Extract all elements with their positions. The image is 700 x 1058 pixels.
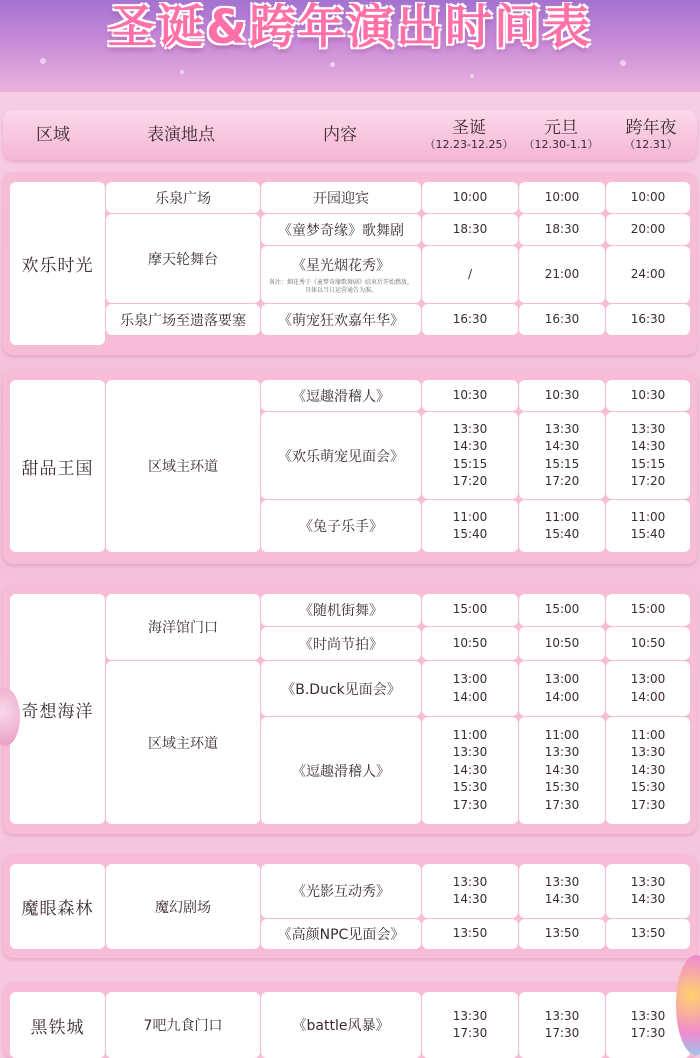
header-location	[103, 110, 259, 160]
time-value: 13:30	[452, 874, 488, 889]
time-christmas	[422, 717, 518, 824]
time-value: 11:00	[630, 509, 666, 524]
time-christmas	[422, 412, 518, 499]
time-value: 15:30	[630, 780, 666, 795]
time-value: 17:20	[630, 474, 666, 488]
time-christmas: 10:00	[422, 182, 518, 213]
time-value: 14:30	[630, 762, 666, 777]
zone-name: 魔眼森林	[10, 864, 105, 949]
sparkle-icon	[620, 60, 626, 66]
show-name: 《光影互动秀》	[261, 864, 421, 918]
time-value: 17:20	[452, 474, 488, 488]
time-value: 14:00	[544, 689, 580, 704]
sparkle-icon	[330, 62, 335, 67]
time-newyear: 15:00	[519, 594, 605, 626]
time-value: 17:30	[630, 797, 666, 812]
time-value: 15:30	[544, 780, 580, 795]
time-newyear: 13:50	[519, 919, 605, 949]
sparkle-icon	[180, 70, 184, 74]
time-christmas: 13:50	[422, 919, 518, 949]
time-christmas	[422, 500, 518, 552]
time-value: 17:30	[544, 1026, 580, 1040]
time-christmas: 18:30	[422, 214, 518, 245]
time-value: 15:15	[544, 456, 580, 471]
zone-name: 黑铁城	[10, 992, 105, 1058]
time-value: 14:30	[544, 439, 580, 453]
time-newyear	[519, 412, 605, 499]
time-value: 17:30	[630, 1026, 666, 1040]
time-newyear	[519, 717, 605, 824]
time-value: 14:30	[544, 762, 580, 777]
time-value: 13:30	[544, 1008, 580, 1023]
time-newyear: 16:30	[519, 304, 605, 335]
show-cell-fireworks	[261, 246, 421, 303]
time-newyear: 21:00	[519, 246, 605, 303]
time-value: 17:30	[452, 797, 488, 812]
location-name: 区域主环道	[106, 661, 260, 824]
show-name: 《逗趣滑稽人》	[261, 717, 421, 824]
header-nye-label: 跨年夜	[625, 118, 677, 138]
zone-name: 甜品王国	[10, 380, 105, 552]
header-newyear	[517, 110, 605, 160]
time-value: 13:00	[544, 672, 580, 686]
time-nye: 10:50	[606, 627, 690, 660]
time-value: 14:30	[452, 762, 488, 777]
time-newyear	[519, 992, 605, 1058]
header-newyear-label: 元旦	[544, 118, 578, 138]
time-christmas: 15:00	[422, 594, 518, 626]
header-christmas-dates: （12.23-12.25）	[424, 138, 514, 151]
time-value: 13:30	[630, 1008, 666, 1023]
time-christmas: 16:30	[422, 304, 518, 335]
time-christmas: 10:30	[422, 380, 518, 411]
time-newyear	[519, 500, 605, 552]
time-value: 14:30	[452, 439, 488, 453]
sparkle-icon	[470, 74, 474, 78]
time-newyear	[519, 661, 605, 716]
header-content	[259, 110, 421, 160]
header-newyear-dates: （12.30-1.1）	[523, 138, 599, 151]
show-name: 《B.Duck见面会》	[261, 661, 421, 716]
zone-section-moyan	[3, 854, 697, 958]
time-nye: 15:00	[606, 594, 690, 626]
title-banner	[0, 0, 700, 92]
time-value: 17:30	[544, 797, 580, 812]
time-nye	[606, 500, 690, 552]
time-value: 15:40	[544, 527, 580, 541]
show-name: 《欢乐萌宠见面会》	[261, 412, 421, 499]
time-newyear: 10:50	[519, 627, 605, 660]
time-newyear: 10:30	[519, 380, 605, 411]
location-name: 魔幻剧场	[106, 864, 260, 949]
location-name: 乐泉广场至遗落要塞	[106, 304, 260, 335]
zone-section-tianpin	[3, 370, 697, 564]
time-nye: 16:30	[606, 304, 690, 335]
time-value: 15:30	[452, 780, 488, 795]
time-newyear: 18:30	[519, 214, 605, 245]
time-nye: 24:00	[606, 246, 690, 303]
time-nye: 20:00	[606, 214, 690, 245]
time-newyear: 10:00	[519, 182, 605, 213]
time-nye	[606, 661, 690, 716]
page-title: 圣诞&跨年演出时间表	[108, 2, 592, 54]
location-name: 乐泉广场	[106, 182, 260, 213]
show-name: 《高颜NPC见面会》	[261, 919, 421, 949]
header-christmas-label: 圣诞	[452, 118, 486, 138]
time-value: 17:20	[544, 474, 580, 488]
time-value: 13:30	[452, 421, 488, 436]
time-value: 13:30	[452, 745, 488, 760]
time-nye: 13:50	[606, 919, 690, 949]
show-note: 备注：烟花秀于《童梦奇缘歌舞剧》结束后开始燃放，具体以当日运营通告为准。	[269, 278, 414, 294]
time-value: 15:40	[630, 527, 666, 541]
zone-name: 欢乐时光	[10, 182, 105, 345]
header-christmas	[421, 110, 517, 160]
header-nye-dates: （12.31）	[624, 138, 678, 151]
time-christmas	[422, 661, 518, 716]
time-value: 13:30	[452, 1008, 488, 1023]
show-name: 《童梦奇缘》歌舞剧	[261, 214, 421, 245]
time-value: 13:30	[630, 745, 666, 760]
time-nye	[606, 717, 690, 824]
table-header	[3, 110, 697, 160]
time-value: 14:30	[452, 892, 488, 906]
show-name: 《萌宠狂欢嘉年华》	[261, 304, 421, 335]
time-value: 14:30	[544, 892, 580, 906]
show-name: 《时尚节拍》	[261, 627, 421, 660]
time-value: 15:15	[630, 456, 666, 471]
show-name: 《星光烟花秀》	[292, 257, 390, 274]
location-name: 海洋馆门口	[106, 594, 260, 660]
time-nye: 10:30	[606, 380, 690, 411]
location-name: 摩天轮舞台	[106, 214, 260, 303]
show-name: 《随机街舞》	[261, 594, 421, 626]
time-value: 11:00	[452, 509, 488, 524]
header-zone-label: 区域	[36, 125, 70, 145]
header-location-label: 表演地点	[147, 125, 215, 145]
time-nye: 10:00	[606, 182, 690, 213]
time-value: 11:00	[544, 509, 580, 524]
time-value: 15:15	[452, 456, 488, 471]
time-nye	[606, 412, 690, 499]
time-value: 15:40	[452, 527, 488, 541]
header-content-label: 内容	[323, 125, 357, 145]
header-nye	[605, 110, 697, 160]
time-value: 13:30	[544, 421, 580, 436]
time-christmas: 10:50	[422, 627, 518, 660]
time-value: 13:00	[452, 672, 488, 686]
time-value: 14:00	[452, 689, 488, 704]
zone-name: 奇想海洋	[10, 594, 105, 824]
show-name: 《battle风暴》	[261, 992, 421, 1058]
location-name: 7吧九食门口	[106, 992, 260, 1058]
show-name: 《兔子乐手》	[261, 500, 421, 552]
time-value: 14:30	[630, 892, 666, 906]
time-christmas	[422, 992, 518, 1058]
time-value: 14:00	[630, 689, 666, 704]
location-name: 区域主环道	[106, 380, 260, 552]
header-zone	[3, 110, 103, 160]
show-name: 《逗趣滑稽人》	[261, 380, 421, 411]
time-value: 17:30	[452, 1026, 488, 1040]
zone-section-huanle	[3, 172, 697, 355]
time-value: 11:00	[452, 727, 488, 742]
time-value: 13:30	[630, 421, 666, 436]
time-value: 14:30	[630, 439, 666, 453]
show-name: 开园迎宾	[261, 182, 421, 213]
time-nye	[606, 864, 690, 918]
time-value: 13:30	[630, 874, 666, 889]
time-value: 13:30	[544, 874, 580, 889]
zone-section-heitie	[3, 982, 697, 1058]
time-value: 13:30	[544, 745, 580, 760]
time-value: 11:00	[630, 727, 666, 742]
time-christmas: /	[422, 246, 518, 303]
time-newyear	[519, 864, 605, 918]
time-christmas	[422, 864, 518, 918]
zone-section-qixiang	[3, 584, 697, 834]
sparkle-icon	[40, 58, 46, 64]
time-value: 11:00	[544, 727, 580, 742]
time-value: 13:00	[630, 672, 666, 686]
